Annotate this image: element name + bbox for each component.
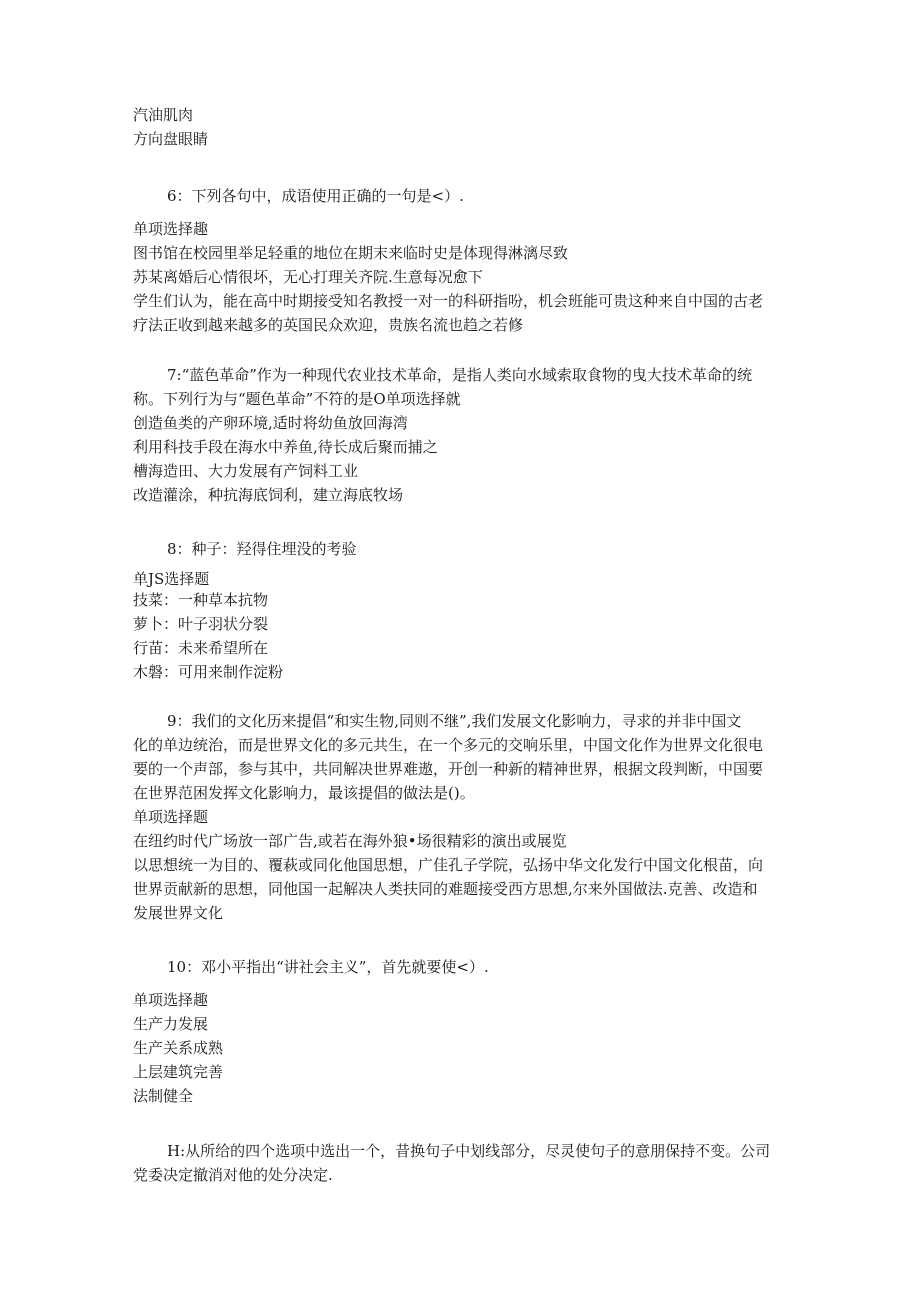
- question-10-option: 上层建筑完善: [133, 1063, 224, 1081]
- question-9-option: 发展世界文化: [133, 904, 224, 922]
- question-9-stem: 要的一个声部，参与其中，共同解决世界难遨，开创一种新的精神世界，根据文段判断，中国要: [133, 760, 764, 778]
- question-9-option: 以思想统一为目的、覆萩或同化他国思想，广佳孔子学院，弘扬中华文化发行中国文化根苗，向: [133, 856, 764, 874]
- question-6-option: 图书馆在校园里举足轻重的地位在期末来临时史是体现得淋漓尽致: [133, 244, 569, 262]
- question-9-type: 单项选择题: [133, 808, 209, 826]
- question-7-option: 创造鱼类的产卵环境,适时将幼鱼放回海湾: [133, 414, 408, 432]
- question-6-option: 学生们认为，能在高中时期接受知名教授一对一的科研指吩，机会班能可贵这种来自中国的古老: [133, 292, 764, 310]
- question-10-stem: 10：邓小平指出“讲社会主义”，首先就要使<）.: [167, 958, 489, 976]
- question-8-type: 单JS选择题: [133, 570, 210, 588]
- question-6-option: 苏某离婚后心情很坏，无心打理关齐院.生意每况愈下: [133, 268, 483, 286]
- option-line: 汽油肌肉: [133, 106, 194, 124]
- question-7-option: 槽海造田、大力发展有产饲料工业: [133, 462, 359, 480]
- question-9-stem: 化的单边统治，而是世界文化的多元共生，在一个多元的交响乐里，中国文化作为世界文化很电: [133, 736, 764, 754]
- question-8-option: 技菜：一种草本抗物: [133, 591, 269, 609]
- question-9-option: 在纽约时代广场放一部广告,或若在海外狼•场很精彩的演出或展览: [133, 832, 567, 850]
- question-6-option: 疗法正收到越来越多的英国民众欢迎，贵族名流也趋之若修: [133, 316, 524, 334]
- question-6-stem: 6：下列各句中，成语使用正确的一句是<）.: [167, 187, 464, 205]
- question-8-option: 萝卜：叶子羽状分裂: [133, 615, 269, 633]
- question-7-stem: 7:“蓝色革命”作为一种现代农业技术革命，是指人类向水域索取食物的曳大技术革命的统: [167, 366, 752, 384]
- question-9-stem: 在世界范困发挥文化影响力，最该提倡的做法是()。: [133, 784, 475, 802]
- question-11-stem: H:从所给的四个选项中选出一个，昔换句子中划线部分，尽灵使句子的意朋保持不变。公司: [167, 1142, 771, 1160]
- question-7-option: 利用科技手段在海水中养鱼,待长成后聚而捕之: [133, 438, 438, 456]
- question-10-option: 生产力发展: [133, 1015, 209, 1033]
- question-8-option: 行苗：未来希望所在: [133, 639, 269, 657]
- question-8-stem: 8：种子：羟得住埋没的考验: [167, 540, 357, 558]
- question-7-option: 改造灌涂，种抗海底饲利，建立海底牧场: [133, 486, 404, 504]
- question-10-type: 单项选择趣: [133, 991, 209, 1009]
- question-8-option: 木磐：可用来制作淀粉: [133, 663, 284, 681]
- question-6-type: 单项选择趣: [133, 220, 209, 238]
- question-9-stem: 9：我们的文化历来提倡“和实生物,同则不继”,我们发展文化影响力，寻求的并非中国文: [167, 712, 742, 730]
- question-7-stem: 称。下列行为与“题色革命”不符的是O单项选择就: [133, 390, 461, 408]
- question-11-stem: 党委决定撤消对他的处分决定.: [133, 1166, 333, 1184]
- option-line: 方向盘眼睛: [133, 130, 209, 148]
- question-10-option: 法制健全: [133, 1087, 194, 1105]
- question-10-option: 生产关系成熟: [133, 1039, 224, 1057]
- question-9-option: 世界贡献新的思想，同他国一起解决人类扶同的难题接受西方思想,尔来外国做法.克善、改造和: [133, 880, 758, 898]
